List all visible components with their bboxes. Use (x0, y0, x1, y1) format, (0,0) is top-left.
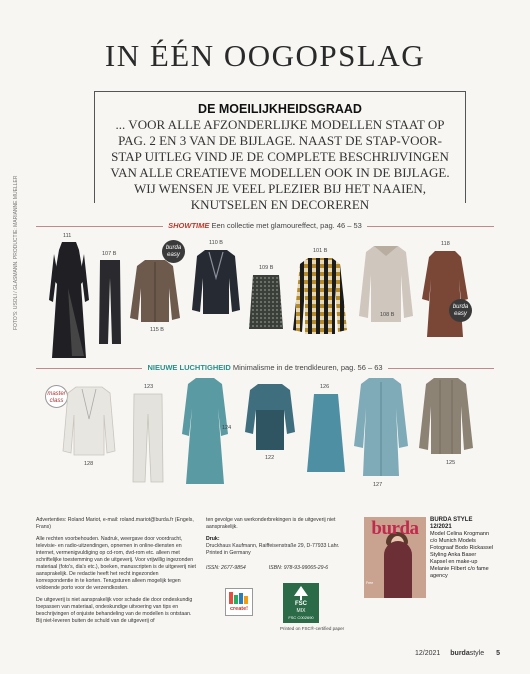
create-label: create! (229, 606, 249, 612)
page-title: IN ÉÉN OOGOPSLAG (104, 38, 426, 73)
imprint-col-2 (206, 517, 356, 577)
blazer-128[interactable] (62, 385, 116, 457)
trousers-123[interactable] (132, 392, 164, 484)
liability-text: De uitgeverij is niet aansprakelijk voor schade die door ondeskundig toepassen van materiaal, ondeskundige uitvoering van tips en beschrijvingen of onjuiste behandeling van de modellen is ontstaan. Bij niet-leveren buiten de schuld van de uitgeverij of (36, 597, 193, 624)
footer-issue: 12/2021 (415, 650, 441, 657)
imprint-col-1 (36, 517, 196, 630)
item-number: 124 (222, 425, 232, 431)
luchtigheid-label: NIEUWE LUCHTIGHEID (147, 363, 231, 372)
fsc-logo (283, 583, 319, 623)
credit-line: Melanie Filbert c/o fame (430, 566, 489, 572)
burda-easy-badge: burda easy (449, 299, 472, 322)
page-footer (415, 650, 500, 657)
item-number: 123 (144, 384, 154, 390)
coat-127[interactable] (353, 376, 409, 478)
liability-cont: ten gevolge van werkonderbrekingen is de uitgeverij niet aansprakelijk. (206, 517, 336, 530)
cover-logo: burda (371, 518, 419, 539)
item-number: 127 (373, 482, 383, 488)
master-class-badge: master class (45, 385, 68, 408)
magazine-cover (364, 517, 426, 598)
cardigan-125[interactable] (418, 376, 474, 456)
item-number: 111 (63, 233, 72, 239)
showtime-desc: Een collectie met glamoureffect, pag. 46 – 53 (211, 221, 362, 230)
credit-line: Fotograaf Bodo Rickassel (430, 545, 493, 551)
burda-create-logo (225, 588, 253, 616)
item-number: 108 B (380, 312, 395, 318)
dress-111[interactable] (48, 240, 90, 360)
footer-brand-style: style (469, 650, 485, 657)
showtime-header (0, 221, 530, 230)
credit-line: agency (430, 573, 448, 579)
cover-credits-heading: BURDA STYLE (430, 517, 473, 523)
item-number: 122 (265, 455, 275, 461)
item-number: 118 (441, 241, 450, 247)
difficulty-box (94, 91, 466, 212)
credit-line: c/o Munich Models (430, 538, 476, 544)
cover-credits-issue: 12/2021 (430, 524, 452, 530)
page-number: 5 (496, 650, 500, 657)
skirt-109b[interactable] (248, 273, 284, 331)
credit-line: Model Celina Krogmann (430, 531, 490, 537)
luchtigheid-header (0, 363, 530, 372)
difficulty-heading: DE MOEILIJKHEIDSGRAAD (198, 102, 362, 116)
fsc-mix: MIX (296, 608, 306, 614)
skirt-126[interactable] (306, 392, 346, 474)
footer-brand: burda (450, 650, 470, 657)
issn-1: ISSN: 2677-9854 (206, 565, 246, 571)
fsc-caption: Printed on FSC®-certified paper (280, 626, 345, 631)
item-number: 115 B (150, 327, 164, 333)
credit-line: Kapsel en make-up (430, 559, 478, 565)
item-number: 101 B (313, 248, 328, 254)
item-number: 125 (446, 460, 456, 466)
rights-text: Alle rechten voorbehouden. Nadruk, weergave door voordracht, televisie- en radio-uitzendingen, opnemen in online-diensten en internet, vermenigvuldiging op cd-rom, dvd-rom etc. alleen met schriftelijke toestemming van de uitgeverij. Voor vrijwillig ingezonden materiaal (foto's, dia's etc.), boeken, manuscripten is de uitgeverij niet aansprakelijk. De redactie heeft het recht ingezonden korrespondentie in te korten. Terugsturen alleen mogelijk tegen voldoende porto voor de verzendkosten. (36, 536, 196, 591)
issn-2: ISBN: 978-93-99065-29-6 (268, 565, 329, 571)
luchtigheid-desc: Minimalisme in de trendkleuren, pag. 56 – 63 (232, 363, 383, 372)
item-number: 110 B (209, 240, 223, 246)
cover-tagline: Free (366, 581, 374, 585)
item-number: 107 B (102, 251, 117, 257)
cover-credits (430, 517, 493, 580)
print-label: Druk: (206, 536, 220, 542)
fsc-code: FSC C002690 (288, 615, 314, 620)
fsc-title: FSC (295, 601, 307, 607)
jacket-110b[interactable] (191, 248, 241, 316)
print-text: Druckhaus Kaufmann, Raiffeisenstraße 29, D-77933 Lahr. Printed in Germany (206, 543, 340, 556)
difficulty-body: ... VOOR ALLE AFZONDERLIJKE MODELLEN STAAT OP PAG. 2 EN 3 VAN DE BIJLAGE. NAAST DE STAP-VOOR-STAP UITLEG VIND JE DE COMPLETE BESCHRIJVINGEN VAN ALLE CREATIEVE MODELLEN OOK IN DE BIJLAGE. WIJ WENSEN JE VEEL PLEZIER BIJ HET NAAIEN, KNUTSELEN EN DECOREREN (110, 117, 450, 212)
jacket-115b[interactable] (129, 258, 181, 324)
trousers-107b[interactable] (98, 258, 122, 346)
jacket-101b[interactable] (292, 256, 348, 336)
credit-line: Styling Anka Baser (430, 552, 477, 558)
burda-create-icon (229, 592, 249, 604)
burda-easy-badge: burda easy (162, 240, 185, 263)
photo-credit: FOTO'S: USOLI / GLASMANN. PRODUCTIE: MARIANNE MUELLER (13, 175, 19, 330)
top-122[interactable] (244, 382, 296, 452)
showtime-label: SHOWTIME (168, 221, 210, 230)
item-number: 126 (320, 384, 330, 390)
ads-text: Advertenties: Roland Mariot, e-mail: roland.mariot@burda.fr (Engels, Frans) (36, 517, 194, 530)
tree-icon (293, 586, 309, 600)
item-number: 128 (84, 461, 94, 467)
dress-118[interactable] (421, 249, 469, 339)
dress-124[interactable] (180, 376, 230, 486)
item-number: 109 B (259, 265, 274, 271)
